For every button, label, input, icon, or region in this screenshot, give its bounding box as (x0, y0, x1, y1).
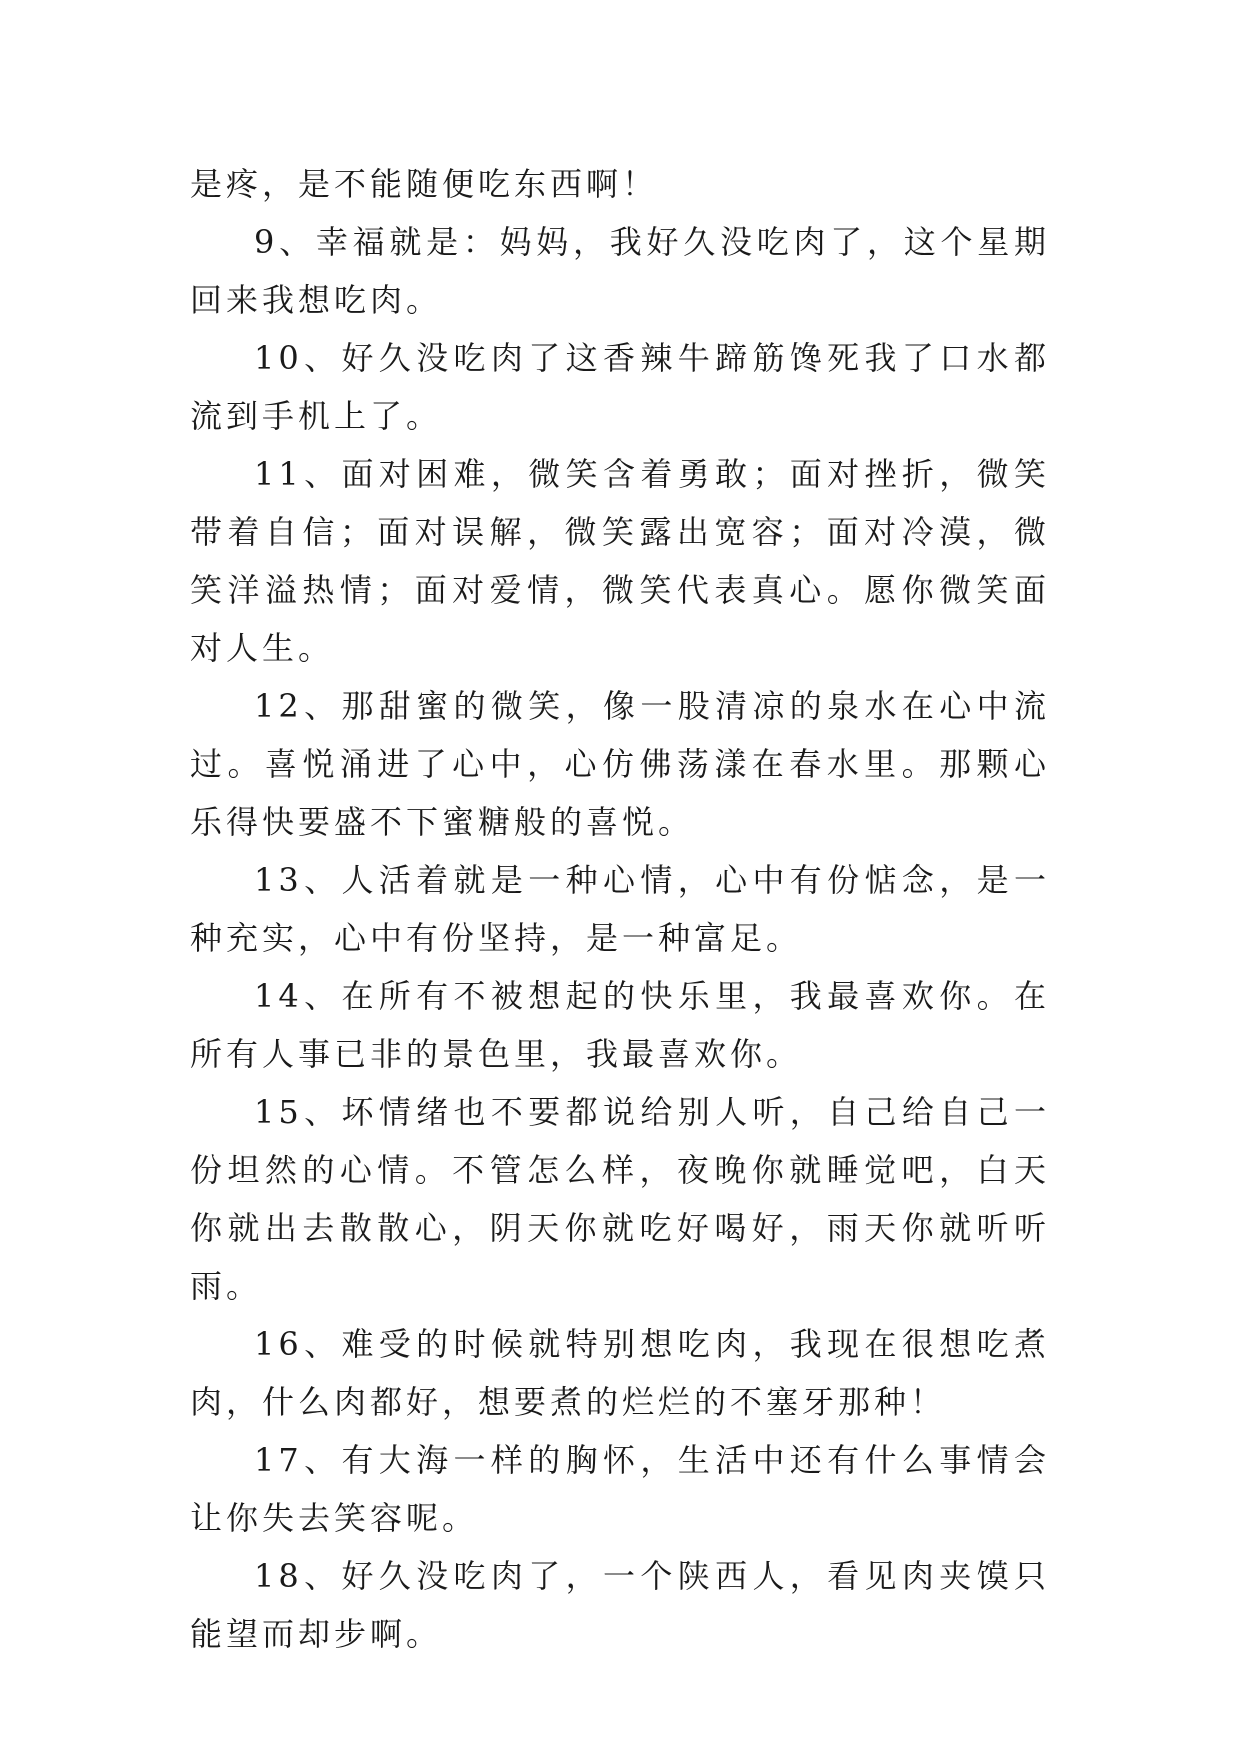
document-body (190, 155, 1050, 1663)
paragraph-item-17: 17、有大海一样的胸怀，生活中还有什么事情会让你失去笑容呢。 (190, 1441, 1050, 1537)
paragraph-item-18: 18、好久没吃肉了，一个陕西人，看见肉夹馍只能望而却步啊。 (190, 1557, 1050, 1653)
paragraph-continuation: 是疼，是不能随便吃东西啊！ (190, 165, 659, 203)
paragraph-item-12: 12、那甜蜜的微笑，像一股清凉的泉水在心中流过。喜悦涌进了心中，心仿佛荡漾在春水里。那颗心乐得快要盛不下蜜糖般的喜悦。 (190, 687, 1050, 841)
paragraph-item-14: 14、在所有不被想起的快乐里，我最喜欢你。在所有人事已非的景色里，我最喜欢你。 (190, 977, 1050, 1073)
paragraph-item-15: 15、坏情绪也不要都说给别人听，自己给自己一份坦然的心情。不管怎么样，夜晚你就睡觉吧，白天你就出去散散心，阴天你就吃好喝好，雨天你就听听雨。 (190, 1093, 1050, 1305)
paragraph-item-16: 16、难受的时候就特别想吃肉，我现在很想吃煮肉，什么肉都好，想要煮的烂烂的不塞牙那种！ (190, 1325, 1050, 1421)
paragraph-item-11: 11、面对困难，微笑含着勇敢；面对挫折，微笑带着自信；面对误解，微笑露出宽容；面对冷漠，微笑洋溢热情；面对爱情，微笑代表真心。愿你微笑面对人生。 (190, 455, 1050, 667)
paragraph-item-9: 9、幸福就是：妈妈，我好久没吃肉了，这个星期回来我想吃肉。 (190, 223, 1050, 319)
paragraph-item-10: 10、好久没吃肉了这香辣牛蹄筋馋死我了口水都流到手机上了。 (190, 339, 1050, 435)
paragraph-item-13: 13、人活着就是一种心情，心中有份惦念，是一种充实，心中有份坚持，是一种富足。 (190, 861, 1050, 957)
